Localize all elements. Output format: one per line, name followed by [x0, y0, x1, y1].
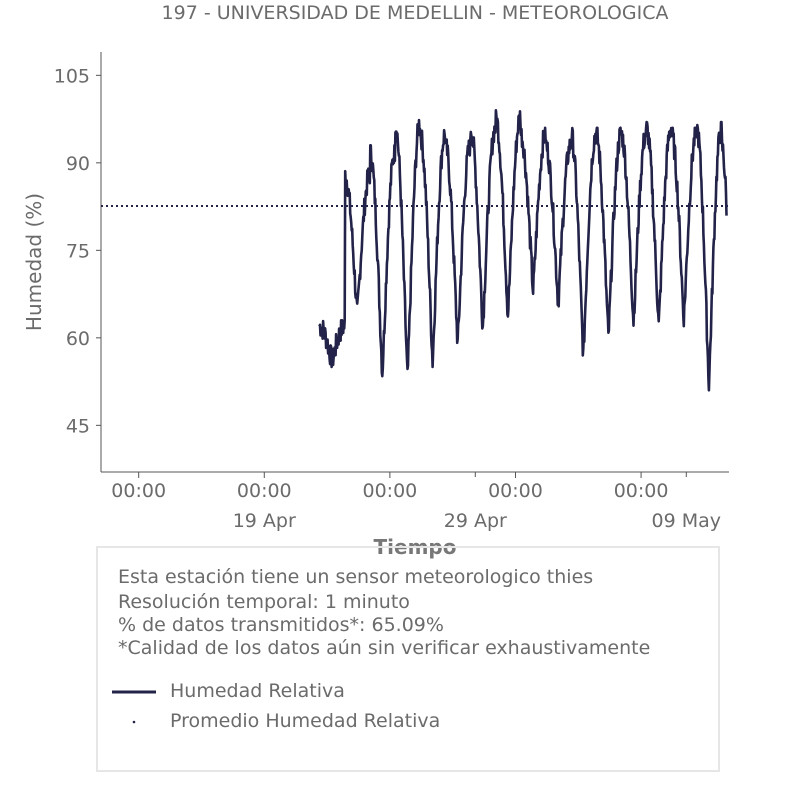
y-axis-label: Humedad (%)	[22, 192, 46, 332]
legend-line-swatch	[110, 680, 158, 704]
x-tick-label: 00:00	[362, 480, 418, 502]
x-date-label: 29 Apr	[443, 510, 507, 532]
y-tick-label: 90	[65, 152, 90, 175]
y-tick-label: 75	[65, 240, 90, 263]
legend-dot-swatch	[110, 710, 158, 734]
info-quality-text: *Calidad de los datos aún sin verificar exhaustivamente	[118, 637, 651, 659]
legend-label-average: Promedio Humedad Relativa	[170, 710, 441, 732]
y-tick-label: 45	[65, 415, 90, 438]
info-sensor-text: Esta estación tiene un sensor meteorologico thies	[118, 566, 594, 588]
info-transmitted-text: % de datos transmitidos*: 65.09%	[118, 614, 444, 636]
y-tick-label: 60	[65, 327, 90, 350]
x-date-label: 19 Apr	[232, 510, 296, 532]
x-date-label: 09 May	[651, 510, 722, 532]
chart-title: 197 - UNIVERSIDAD DE MEDELLIN - METEOROLOGICA	[161, 2, 669, 24]
legend-label-humidity: Humedad Relativa	[170, 680, 345, 702]
x-axis-label: Tiempo	[373, 535, 457, 559]
y-tick-label: 105	[53, 65, 90, 88]
info-resolution-text: Resolución temporal: 1 minuto	[118, 591, 410, 613]
info-box	[96, 546, 720, 772]
x-tick-label: 00:00	[111, 480, 167, 502]
humidity-series-line	[320, 110, 727, 390]
x-tick-label: 00:00	[236, 480, 292, 502]
x-tick-label: 00:00	[488, 480, 543, 502]
x-tick-label: 00:00	[613, 480, 669, 502]
